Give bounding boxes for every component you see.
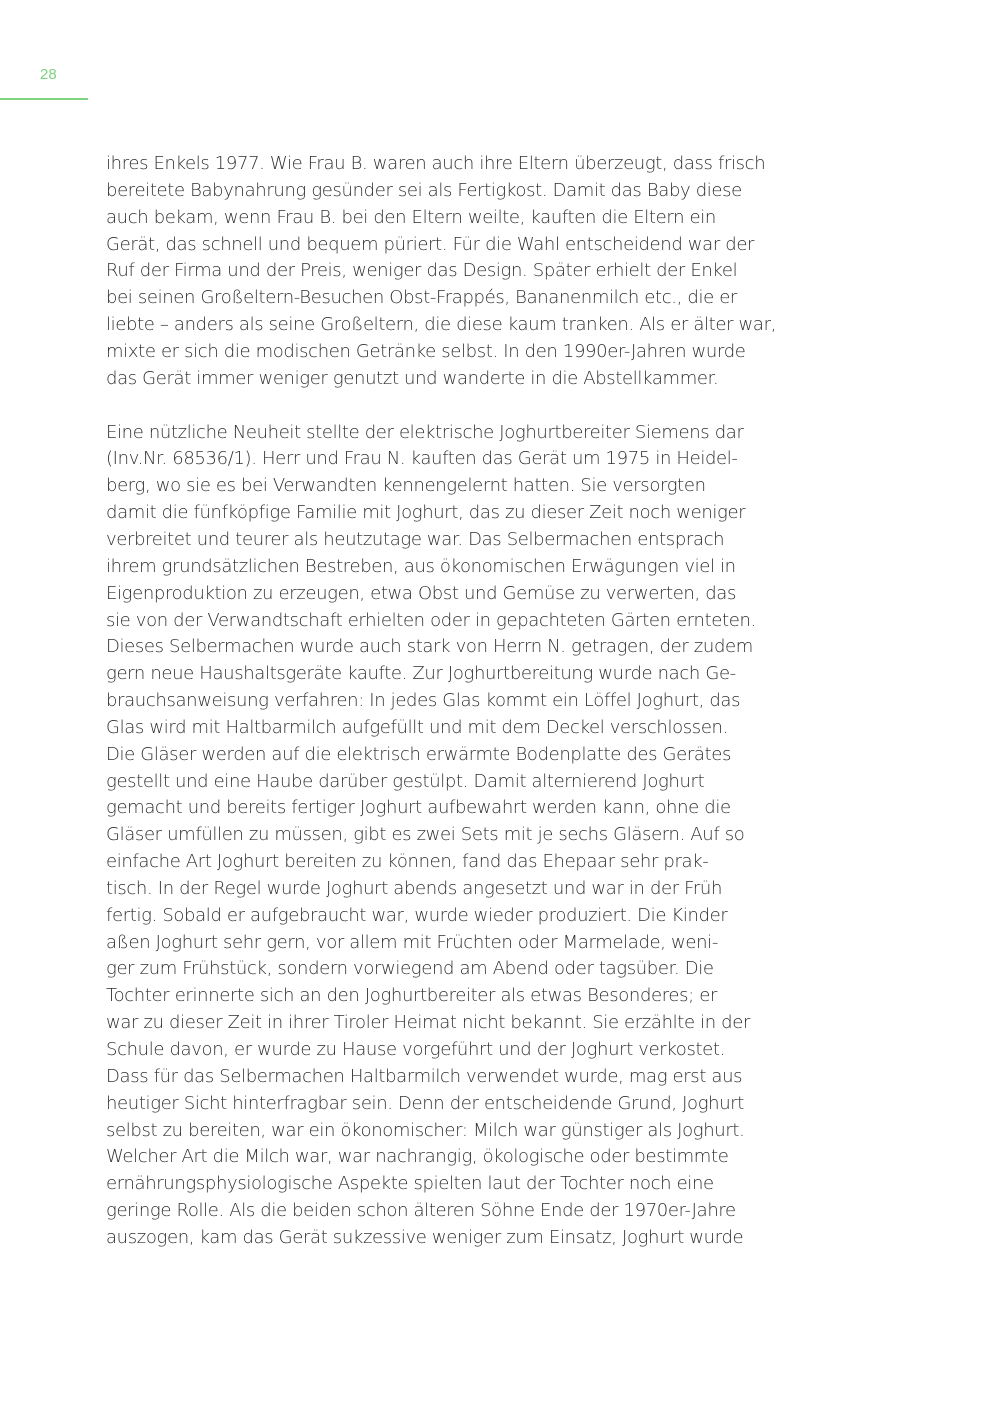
text-line: auch bekam, wenn Frau B. bei den Eltern weilte, kauften die Eltern ein [106,206,716,228]
paragraph-gap [106,393,778,420]
text-line: Eigenproduktion zu erzeugen, etwa Obst und Gemüse zu verwerten, das [106,582,736,604]
text-line: das Gerät immer weniger genutzt und wanderte in die Abstellkammer. [106,367,719,389]
text-line: ihres Enkels 1977. Wie Frau B. waren auch ihre Eltern überzeugt, dass frisch [106,153,766,174]
paragraph [106,420,778,1252]
text-line: Die Gläser werden auf die elektrisch erwärmte Bodenplatte des Gerätes [106,743,732,765]
text-line: mixte er sich die modischen Getränke selbst. In den 1990er-Jahren wurde [106,340,746,362]
text-line: Tochter erinnerte sich an den Joghurtbereiter als etwas Besonderes; er [106,985,718,1007]
text-line: selbst zu bereiten, war ein ökonomischer: Milch war günstiger als Joghurt. [106,1119,745,1141]
text-line: verbreitet und teurer als heutzutage war. Das Selbermachen entsprach [106,528,725,550]
text-line: einfache Art Joghurt bereiten zu können, fand das Ehepaar sehr prak- [106,851,709,873]
text-line: gestellt und eine Haube darüber gestülpt. Damit alternierend Joghurt [106,770,705,792]
paragraph [106,151,778,393]
text-line: Gerät, das schnell und bequem püriert. Für die Wahl entscheidend war der [106,233,755,255]
text-line: gern neue Haushaltsgeräte kaufte. Zur Joghurtbereitung wurde nach Ge- [106,663,736,685]
text-line: bereitete Babynahrung gesünder sei als Fertigkost. Damit das Baby diese [106,179,742,201]
text-line: ihrem grundsätzlichen Bestreben, aus ökonomischen Erwägungen viel in [106,555,736,577]
text-line: aßen Joghurt sehr gern, vor allem mit Früchten oder Marmelade, weni- [106,931,718,953]
text-line: ernährungsphysiologische Aspekte spielten laut der Tochter noch eine [106,1173,714,1195]
text-line: Gläser umfüllen zu müssen, gibt es zwei Sets mit je sechs Gläsern. Auf so [106,824,745,846]
text-line: damit die fünfköpfige Familie mit Joghurt, das zu dieser Zeit noch weniger [106,502,746,524]
text-line: Schule davon, er wurde zu Hause vorgeführt und der Joghurt verkostet. [106,1039,725,1060]
text-line: berg, wo sie es bei Verwandten kennengelernt hatten. Sie versorgten [106,475,706,497]
text-line: geringe Rolle. Als die beiden schon älteren Söhne Ende der 1970er-Jahre [106,1200,736,1222]
text-line: heutiger Sicht hinterfragbar sein. Denn der entscheidende Grund, Joghurt [106,1092,745,1114]
text-line: bei seinen Großeltern-Besuchen Obst-Frappés, Bananenmilch etc., die er [106,287,737,309]
text-line: Ruf der Firma und der Preis, weniger das Design. Später erhielt der Enkel [106,260,738,282]
text-line: auszogen, kam das Gerät sukzessive weniger zum Einsatz, Joghurt wurde [106,1226,744,1248]
text-line: Welcher Art die Milch war, war nachrangig, ökologische oder bestimmte [106,1146,729,1168]
text-line: Dass für das Selbermachen Haltbarmilch verwendet wurde, mag erst aus [106,1065,743,1087]
text-line: fertig. Sobald er aufgebraucht war, wurde wieder produziert. Die Kinder [106,904,728,926]
text-line: liebte – anders als seine Großeltern, die diese kaum tranken. Als er älter war, [106,314,777,336]
text-line: ger zum Frühstück, sondern vorwiegend am Abend oder tagsüber. Die [106,958,714,980]
text-line: gemacht und bereits fertiger Joghurt aufbewahrt werden kann, ohne die [106,797,731,819]
text-line: brauchsanweisung verfahren: In jedes Glas kommt ein Löffel Joghurt, das [106,690,741,712]
text-line: Eine nützliche Neuheit stellte der elektrische Joghurtbereiter Siemens dar [106,421,744,443]
header-rule [0,98,88,100]
text-line: sie von der Verwandtschaft erhielten oder in gepachteten Gärten ernteten. [106,609,756,631]
text-line: Glas wird mit Haltbarmilch aufgefüllt und mit dem Deckel verschlossen. [106,716,728,738]
text-line: war zu dieser Zeit in ihrer Tiroler Heimat nicht bekannt. Sie erzählte in der [106,1012,751,1034]
body-text [106,151,778,1252]
page-number: 28 [40,66,57,83]
text-line: (Inv.Nr. 68536/1). Herr und Frau N. kauften das Gerät um 1975 in Heidel- [106,448,738,470]
text-line: Dieses Selbermachen wurde auch stark von Herrn N. getragen, der zudem [106,636,753,658]
text-line: tisch. In der Regel wurde Joghurt abends angesetzt und war in der Früh [106,877,723,899]
